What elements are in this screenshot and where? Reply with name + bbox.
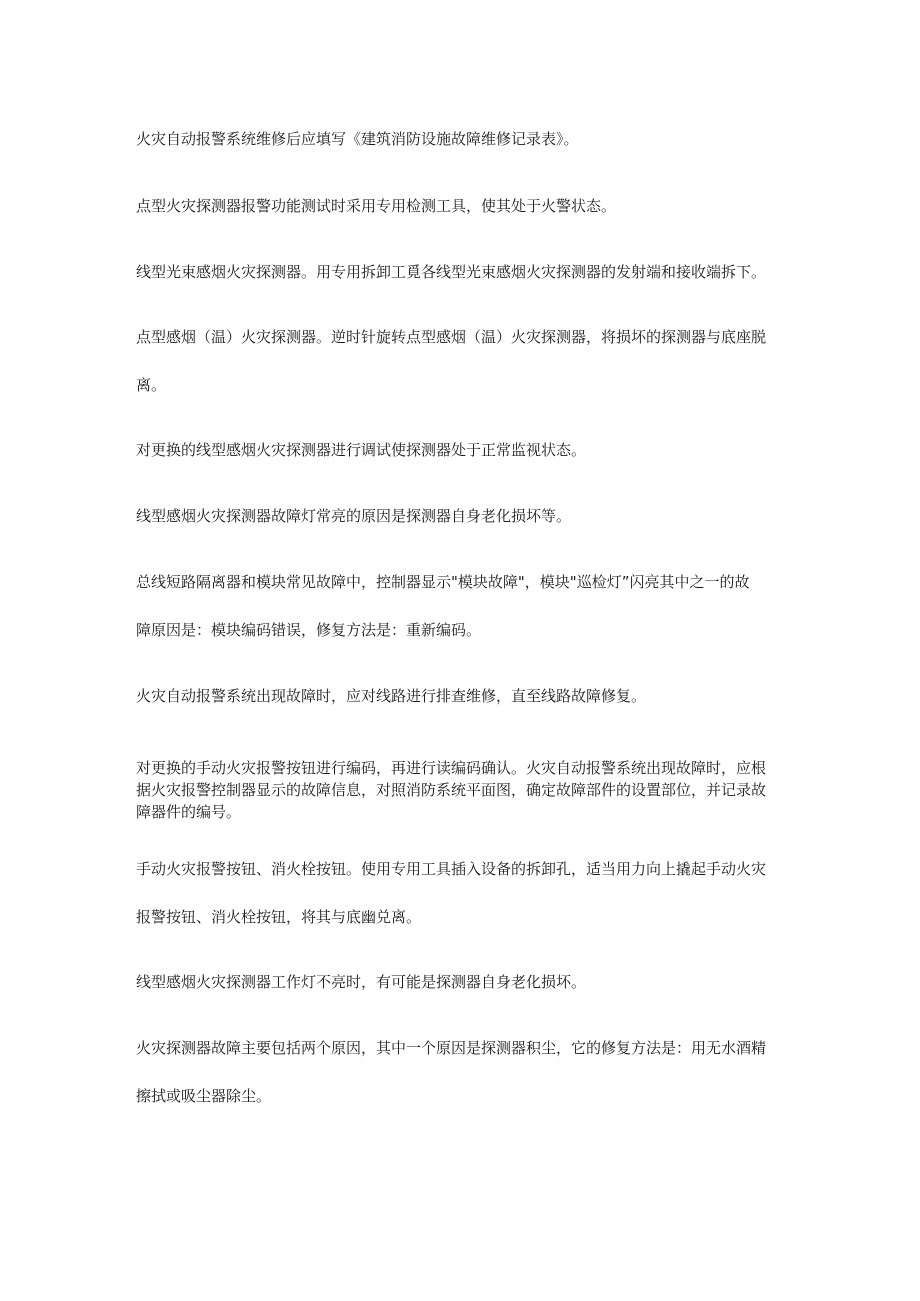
- paragraph-dust-cleaning-line2: 擦拭或吸尘器除尘。: [136, 1087, 272, 1105]
- paragraph-beam-detector-removal: 线型光束感烟火灾探测器。用专用拆卸工覓各线型光束感烟火灾探测器的发射端和接收端拆下。: [136, 263, 767, 281]
- paragraph-manual-button-encoding: [136, 757, 792, 823]
- paragraph-manual-button-encoding-line1: 对更换的手动火灾报警按钮进行编码，再进行读编码确认。火灾自动报警系统出现故障时，应根: [136, 759, 767, 777]
- paragraph-manual-button-encoding-line3: 障器件的编号。: [136, 803, 242, 821]
- paragraph-point-detector-test: 点型火灾探测器报警功能测试时采用专用检测工具，使其处于火警状态。: [136, 197, 617, 215]
- paragraph-maintenance-record: 火灾自动报警系统维修后应填写《建筑消防设施故障维修记录表》。: [136, 130, 579, 148]
- paragraph-manual-button-removal-line1: 手动火灾报警按钮、消火栓按钮。使用专用工具插入设备的拆卸孔，适当用力向上撬起手动火灾: [136, 860, 767, 878]
- paragraph-work-light-off: 线型感烟火灾探测器工作灯不亮时，有可能是探测器自身老化损坏。: [136, 973, 587, 991]
- paragraph-linear-detector-debug: 对更换的线型感烟火灾探测器进行调试使探测器处于正常监视状态。: [136, 441, 587, 459]
- paragraph-manual-button-removal-line2: 报警按钮、消火栓按钮，将其与底幽兑离。: [136, 908, 422, 926]
- paragraph-point-smoke-detector-line1: 点型感烟（温）火灾探测器。逆时针旋转点型感烟（温）火灾探测器，将损坏的探测器与底座脱: [136, 328, 767, 346]
- paragraph-line-repair: 火灾自动报警系统出现故障时，应对线路进行排查维修，直至线路故障修复。: [136, 687, 647, 705]
- paragraph-fault-light-cause: 线型感烟火灾探测器故障灯常亮的原因是探测器自身老化损坏等。: [136, 507, 572, 525]
- paragraph-isolator-fault-line2: 障原因是：模块编码错误，修复方法是：重新编码。: [136, 621, 482, 639]
- paragraph-manual-button-encoding-line2: 据火灾报警控制器显示的故障信息，对照消防系统平面图，确定故障部件的设置部位，并记录故: [136, 781, 767, 799]
- paragraph-dust-cleaning-line1: 火灾探测器故障主要包括两个原因，其中一个原因是探测器积尘，它的修复方法是：用无水酒精: [136, 1039, 767, 1057]
- paragraph-point-smoke-detector-line2: 离。: [136, 376, 167, 394]
- paragraph-isolator-fault-line1: 总线短路隔离器和模块常见故障中，控制器显示"模块故障"，模块"巡检灯”闪亮其中之一的故: [136, 573, 750, 591]
